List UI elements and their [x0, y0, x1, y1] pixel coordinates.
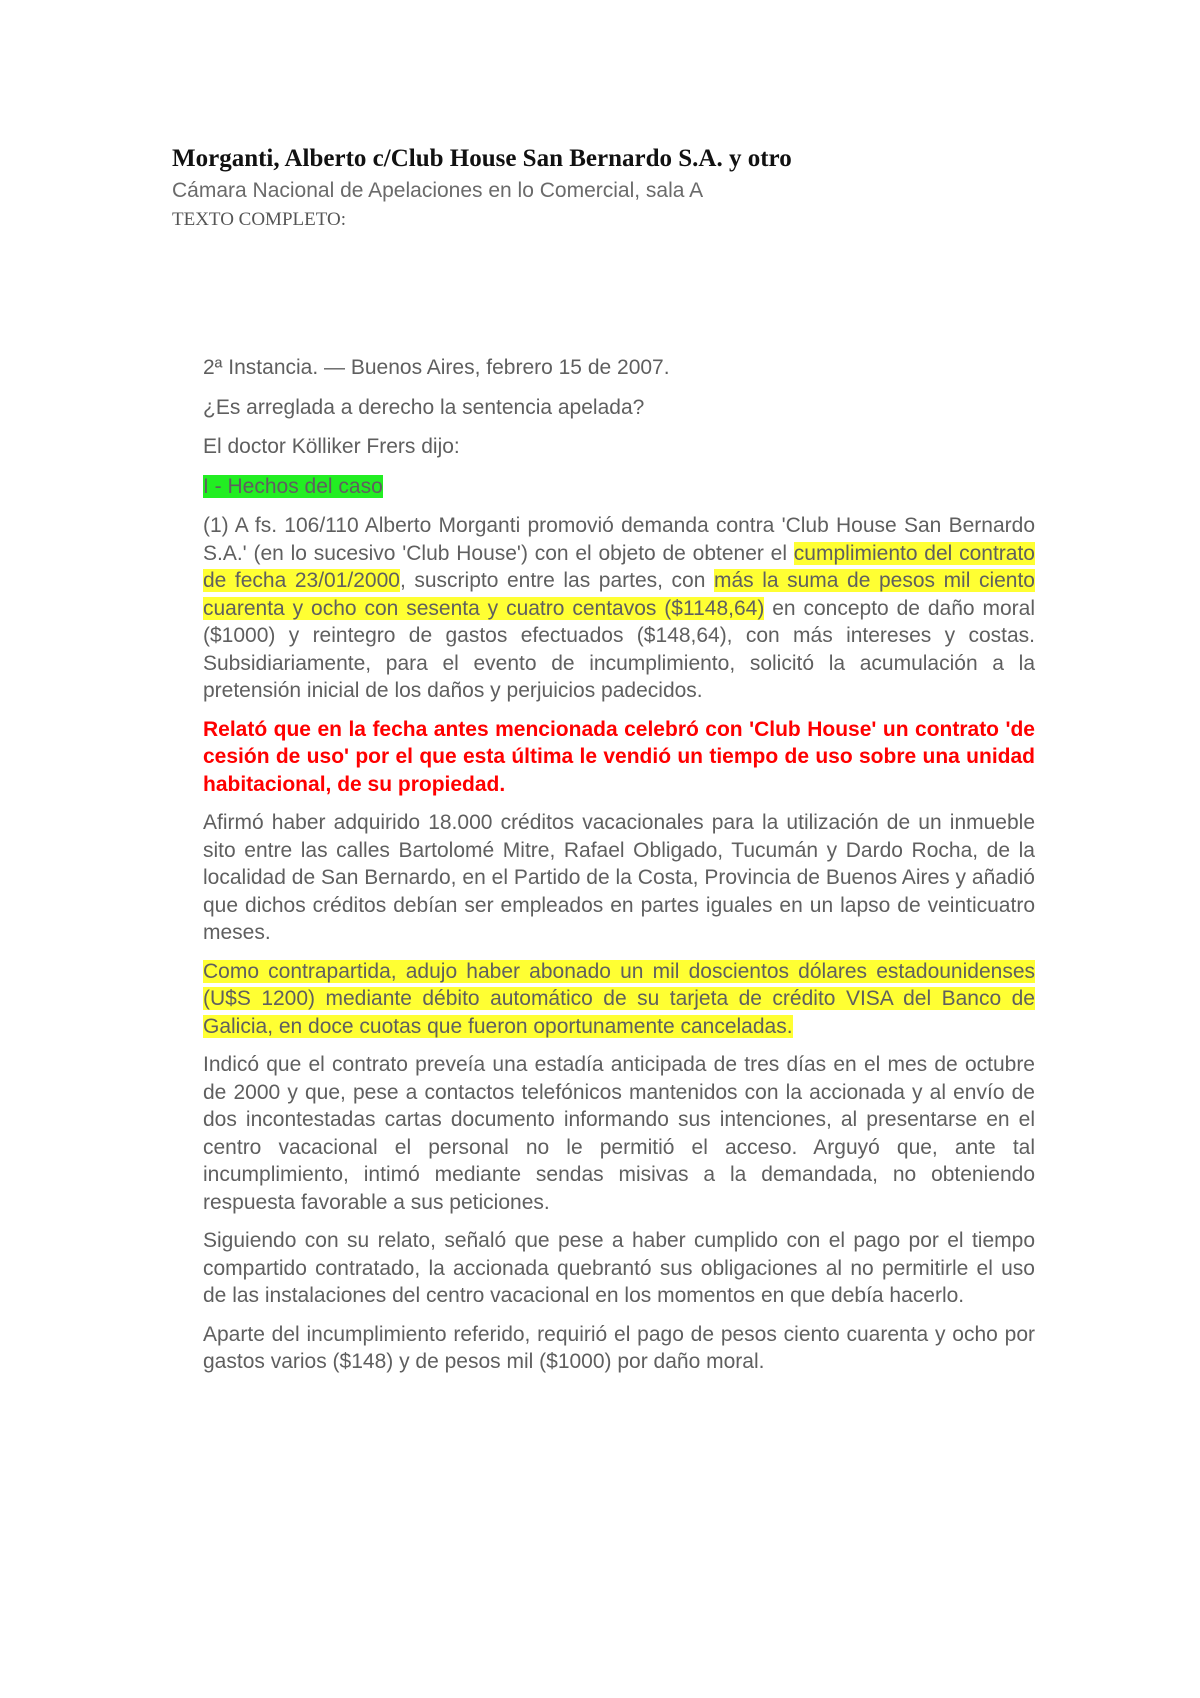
instance-line: 2ª Instancia. — Buenos Aires, febrero 15 de 2007. [203, 356, 670, 379]
paragraph-2-emphasis: Relató que en la fecha antes mencionada celebró con 'Club House' un contrato 'de cesión de uso' por el que esta última le vendió un tiempo de uso sobre una unidad habitacional, de su propiedad. [203, 717, 1035, 796]
speaker-line: El doctor Kölliker Frers dijo: [203, 435, 460, 458]
paragraph-3: Afirmó haber adquirido 18.000 créditos vacacionales para la utilización de un inmueble sito entre las calles Bartolomé Mitre, Rafael Obligado, Tucumán y Dardo Rocha, de la localidad de San Bernardo, en el Partido de la Costa, Provincia de Buenos Aires y añadió que dichos créditos debían ser empleados en partes iguales en un lapso de veinticuatro meses. [203, 811, 1035, 944]
full-text-label: TEXTO COMPLETO: [172, 209, 346, 230]
question-line: ¿Es arreglada a derecho la sentencia apelada? [203, 395, 645, 419]
paragraph-1-highlight-a: cumplimiento del contrato de fecha 23/01/2000 [203, 541, 1035, 592]
court-name: Cámara Nacional de Apelaciones en lo Comercial, sala A [172, 179, 704, 202]
paragraph-1-text-c: en concepto de daño moral ($1000) y reintegro de gastos efectuados ($148,64), con más intereses y costas. Subsidiariamente, para el evento de incumplimiento, solicitó la acumulación a la pretensión inicial de los daños y perjuicios padecidos. [203, 596, 1035, 702]
paragraph-1 [203, 512, 1035, 705]
paragraph-4-highlight: Como contrapartida, adujo haber abonado un mil doscientos dólares estadounidenses (U$S 1200) mediante débito automático de su tarjeta de crédito VISA del Banco de Galicia, en doce cuotas que fueron oportunamente canceladas. [203, 959, 1035, 1038]
paragraph-5: Indicó que el contrato preveía una estadía anticipada de tres días en el mes de octubre de 2000 y que, pese a contactos telefónicos mantenidos con la accionada y al envío de dos incontestadas cartas documento informando sus intenciones, al presentarse en el centro vacacional el personal no le permitió el acceso. Arguyó que, ante tal incumplimiento, intimó mediante sendas misivas a la demandada, no obteniendo respuesta favorable a sus peticiones. [203, 1053, 1035, 1214]
paragraph-7: Aparte del incumplimiento referido, requirió el pago de pesos ciento cuarenta y ocho por gastos varios ($148) y de pesos mil ($1000) por daño moral. [203, 1322, 1035, 1373]
document-body [203, 354, 1035, 1387]
section-heading [203, 473, 1035, 501]
case-title: Morganti, Alberto c/Club House San Bernardo S.A. y otro [172, 145, 792, 172]
paragraph-1-text-b: , suscripto entre las partes, con [399, 569, 714, 592]
paragraph-6: Siguiendo con su relato, señaló que pese a haber cumplido con el pago por el tiempo compartido contratado, la accionada quebrantó sus obligaciones al no permitirle el uso de las instalaciones del centro vacacional en los momentos en que debía hacerlo. [203, 1229, 1035, 1307]
paragraph-1-text-a: (1) A fs. 106/110 Alberto Morganti promovió demanda contra 'Club House San Bernardo S.A.' (en lo sucesivo 'Club House') con el objeto de obtener el [203, 514, 1035, 565]
paragraph-1-highlight-b: más la suma de pesos mil ciento cuarenta y ocho con sesenta y cuatro centavos ($1148,64) [203, 569, 1035, 620]
document-header [172, 142, 1072, 234]
paragraph-4 [203, 958, 1035, 1041]
section-heading-highlight: I - Hechos del caso [203, 474, 383, 498]
